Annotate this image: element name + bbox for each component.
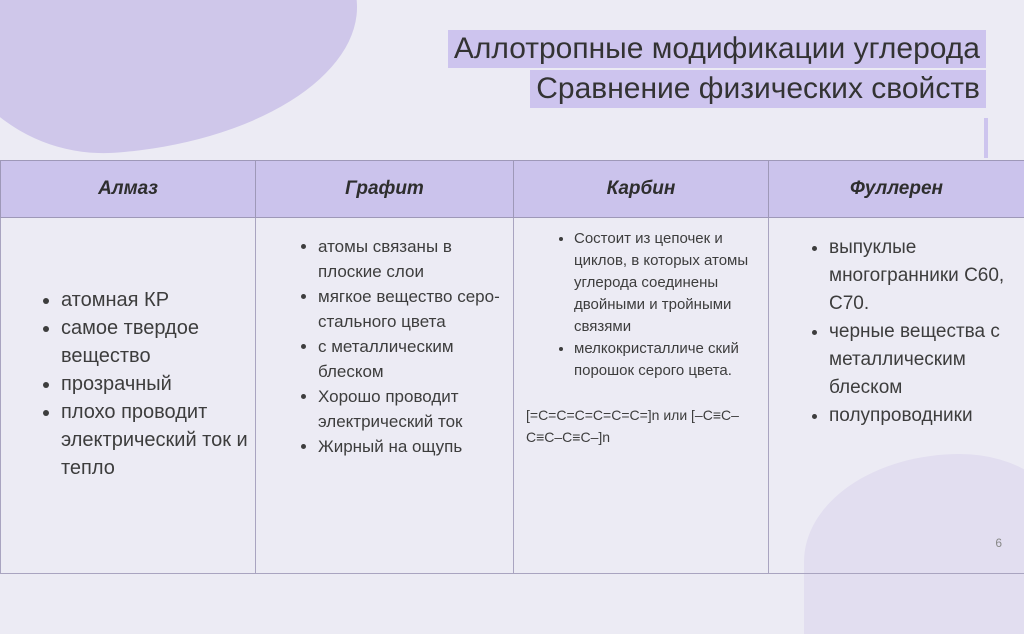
slide-title [448,30,986,110]
list-item: • прозрачный [61,370,255,398]
title-accent-bar [984,118,988,158]
decorative-blob [0,0,366,164]
header-carbyne: Карбин [514,161,769,218]
cell-carbyne [514,218,769,574]
cell-graphite [256,218,514,574]
table-header-row [1,161,1024,218]
carbyne-formula: [=C=C=C=C=C=C=]n или [–C≡C–C≡C–C≡C–]n [514,382,768,448]
list-item: • атомная КР [61,286,255,314]
list-item: • Состоит из цепочек и циклов, в которых атомы углерода соединены двойными и тройными связями [574,228,768,338]
carbyne-list [514,218,768,382]
list-item: • самое твердое вещество [61,314,255,370]
properties-table [0,160,1024,574]
list-item: • полупроводники [829,402,1024,430]
list-item: • мягкое вещество серо-стального цвета [318,284,513,334]
title-line-1: Аллотропные модификации углерода [448,30,986,68]
page-number: 6 [995,536,1002,550]
header-graphite: Графит [256,161,514,218]
title-line-2: Сравнение физических свойств [530,70,986,108]
fullerene-list [769,218,1024,430]
cell-fullerene [769,218,1024,574]
header-diamond: Алмаз [1,161,256,218]
list-item: • атомы связаны в плоские слои [318,234,513,284]
cell-diamond [1,218,256,574]
list-item: • Хорошо проводит электрический ток [318,384,513,434]
list-item: • Жирный на ощупь [318,434,513,459]
graphite-list [256,218,513,459]
list-item: • с металлическим блеском [318,334,513,384]
header-fullerene: Фуллерен [769,161,1024,218]
list-item: • мелкокристалличе ский порошок серого цвета. [574,338,768,382]
list-item: • плохо проводит электрический ток и тепло [61,398,255,482]
list-item: • черные вещества с металлическим блеском [829,318,1024,402]
diamond-list [1,218,255,482]
list-item: • выпуклые многогранники С60, С70. [829,234,1024,318]
table-row [1,218,1024,574]
